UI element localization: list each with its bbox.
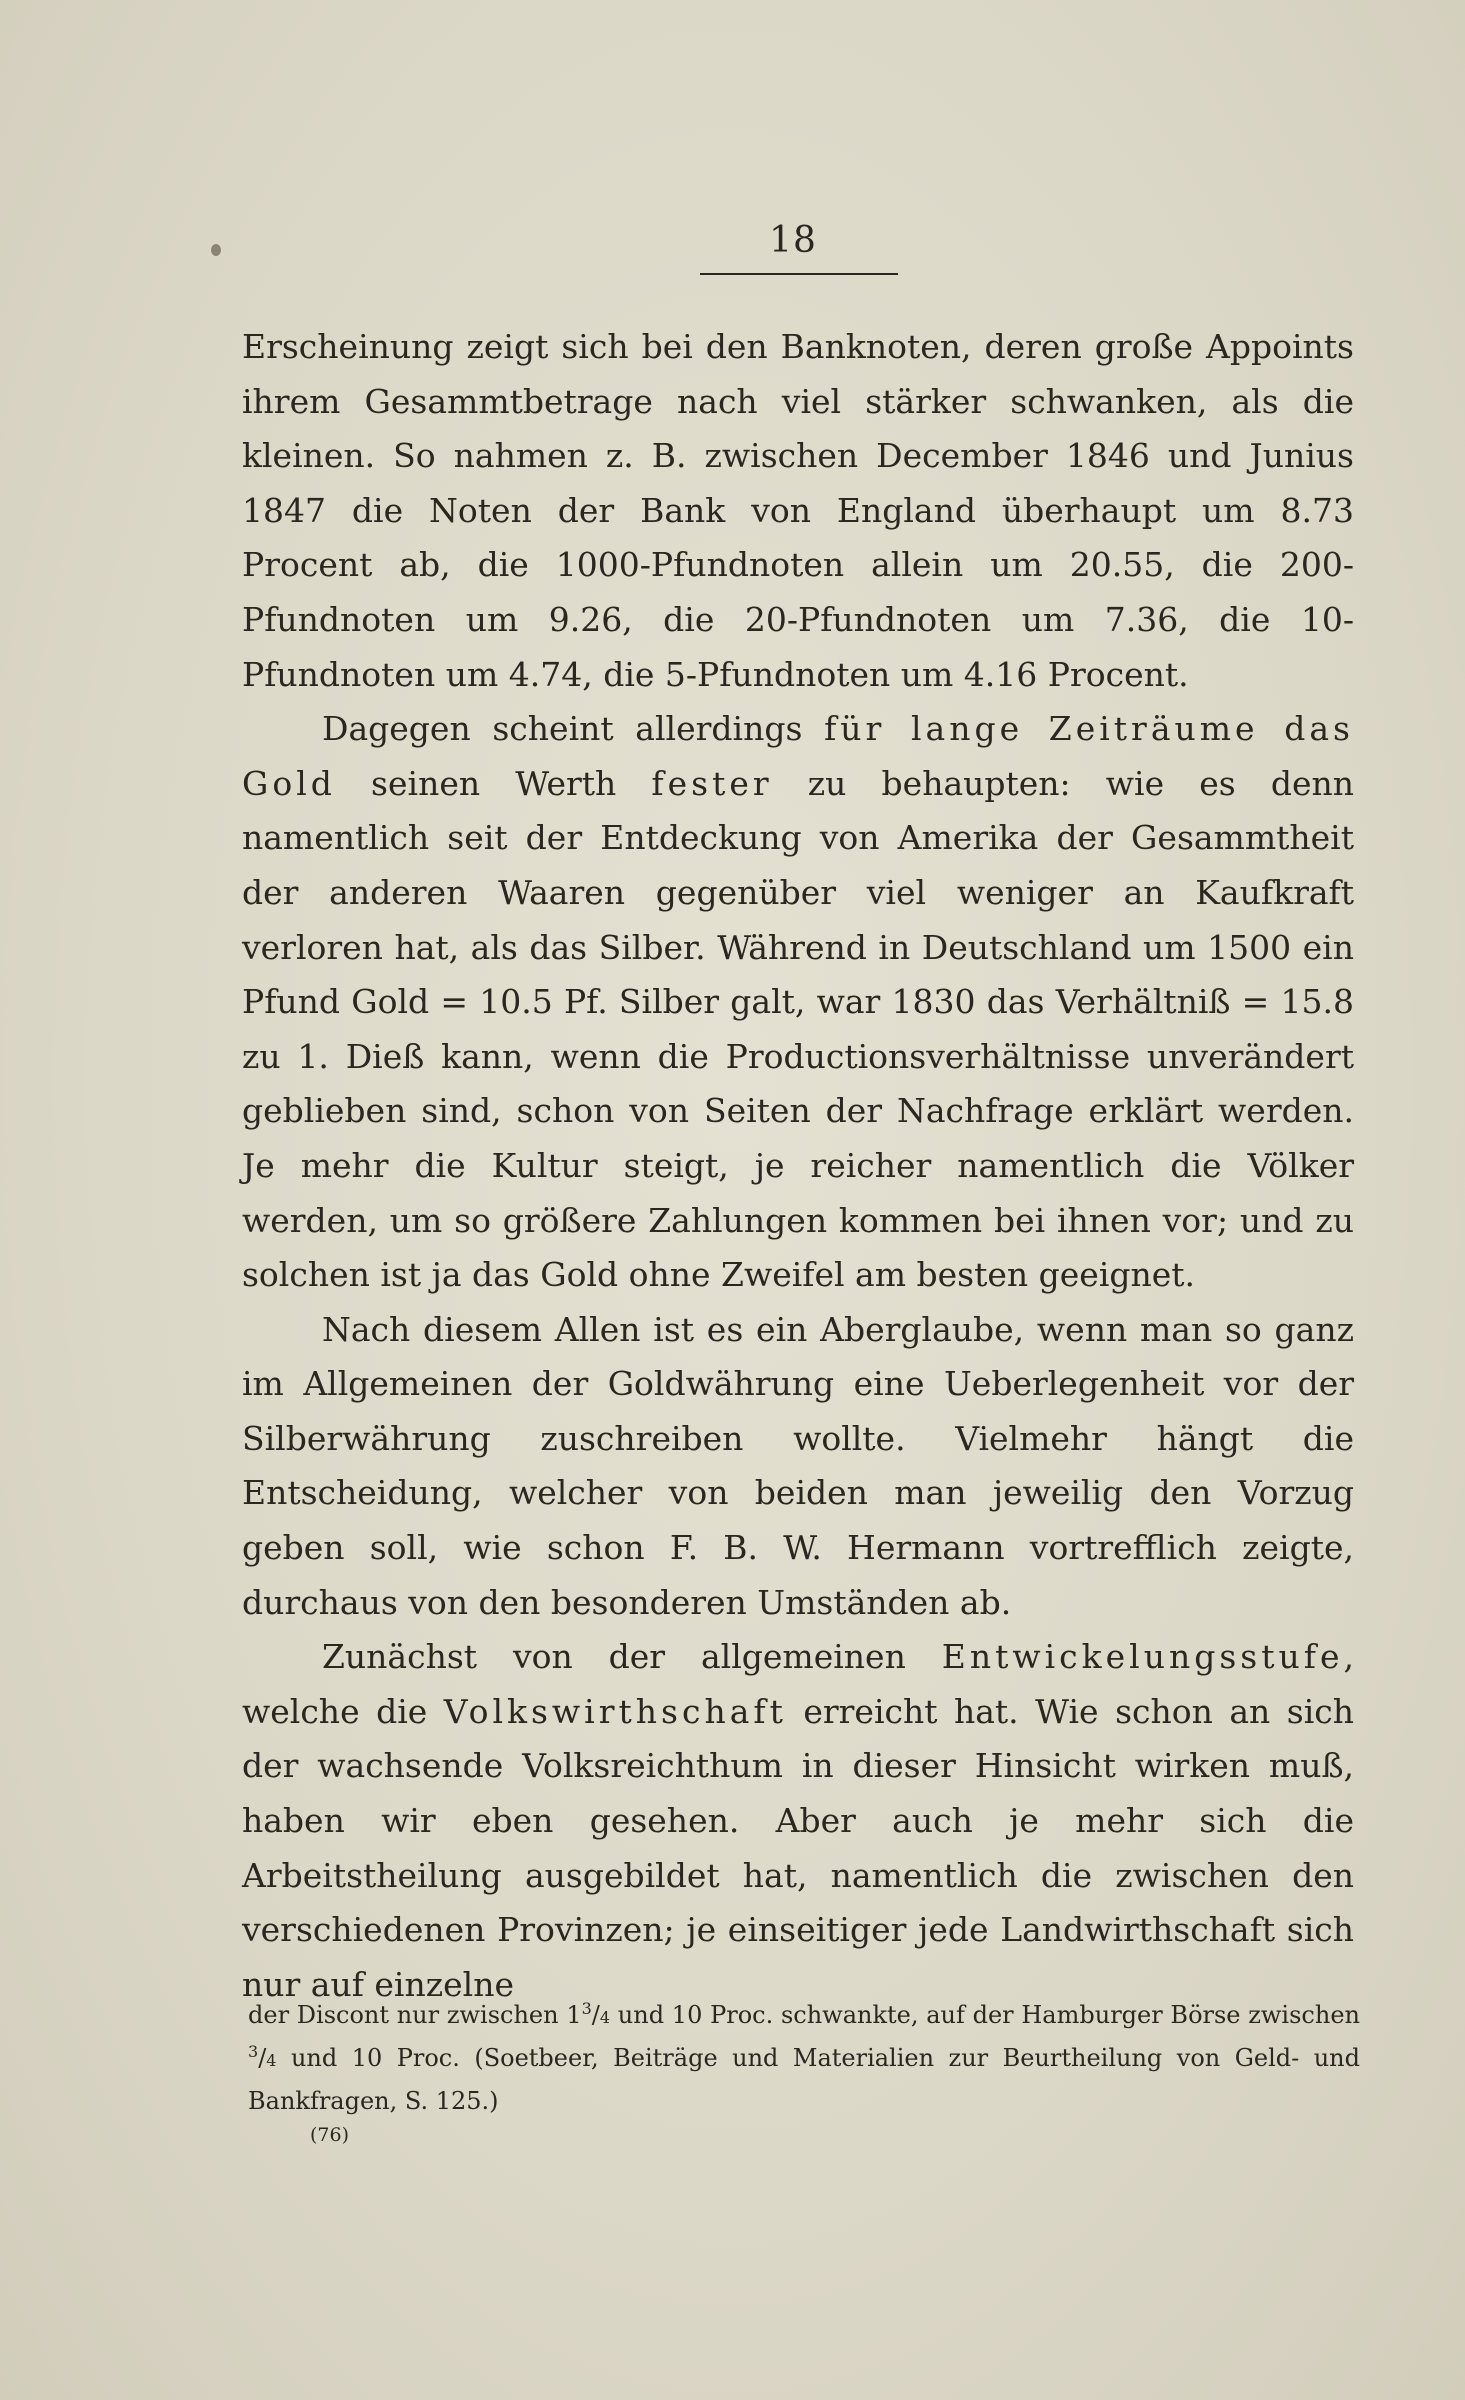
text-run: Erscheinung zeigt sich bei den Banknoten, deren große Appoints ihrem Gesammtbetrage nach viel stärker schwanken, als die kleinen. So nahmen z. B. zwischen December 1846 und Junius 1847 die Noten der Bank von England überhaupt um 8.73 Procent ab, die 1000-Pfundnoten allein um 20.55, die 200-Pfundnoten um 9.26, die 20-Pfundnoten um 7.36, die 10-Pfundnoten um 4.74, die 5-Pfundnoten um 4.16 Procent. [242, 327, 1354, 694]
body-text [242, 320, 1354, 2012]
footnote-text: der Discont nur zwischen $1^3/4$ und 10 Proc. schwankte, auf der Hamburger Börse zwischen $^3$/4 und 10 Proc. (Soetbeer, Beiträge und Materialien zur Beurtheilung von Geld- und Bankfragen, S. 125.) [248, 1999, 1360, 2115]
spaced-emphasis: für lange Zeiträume das Gold [242, 709, 1354, 803]
page-number: 18 [769, 220, 817, 261]
footnote [248, 1995, 1360, 2122]
text-run: erreicht hat. Wie schon an sich der wachsende Volksreichthum in dieser Hinsicht wirken muß, haben wir eben gesehen. Aber auch je mehr sich die Arbeitstheilung ausgebildet hat, namentlich die zwischen den verschiedenen Provinzen; je einseitiger jede Landwirthschaft sich nur auf einzelne [242, 1691, 1354, 2004]
spaced-emphasis: Entwickelungsstufe [941, 1637, 1344, 1677]
paragraph [242, 702, 1354, 1303]
spaced-emphasis: fester [651, 763, 773, 803]
text-run: Nach diesem Allen ist es ein Aberglaube, wenn man so ganz im Allgemeinen der Goldwährung eine Ueberlegenheit vor der Silberwährung zuschreiben wollte. Vielmehr hängt die Entscheidung, welcher von beiden man jeweilig den Vorzug geben soll, wie schon F. B. W. Hermann vortrefflich zeigte, durchaus von den besonderen Umständen ab. [242, 1309, 1354, 1622]
paragraph [242, 1630, 1354, 2012]
header-rule [700, 273, 898, 275]
paragraph [242, 320, 1354, 702]
text-run: Zunächst von der allgemeinen [322, 1637, 942, 1677]
spaced-emphasis: Volkswirthschaft [443, 1691, 787, 1731]
printer-signature: (76) [310, 2124, 350, 2146]
text-run: , welche die [242, 1637, 1354, 1731]
text-run: Dagegen scheint allerdings [322, 709, 825, 749]
text-run: seinen Werth [335, 763, 652, 803]
paragraph [242, 1303, 1354, 1631]
text-run: zu behaupten: wie es denn namentlich seit der Entdeckung von Amerika der Gesammtheit der anderen Waaren gegenüber viel weniger an Kaufkraft verloren hat, als das Silber. Während in Deutschland um 1500 ein Pfund Gold = 10.5 Pf. Silber galt, war 1830 das Verhältniß = 15.8 zu 1. Dieß kann, wenn die Productionsverhältnisse unverändert geblieben sind, schon von Seiten der Nachfrage erklärt werden. Je mehr die Kultur steigt, je reicher namentlich die Völker werden, um so größere Zahlungen kommen bei ihnen vor; und zu solchen ist ja das Gold ohne Zweifel am besten geeignet. [242, 763, 1354, 1295]
